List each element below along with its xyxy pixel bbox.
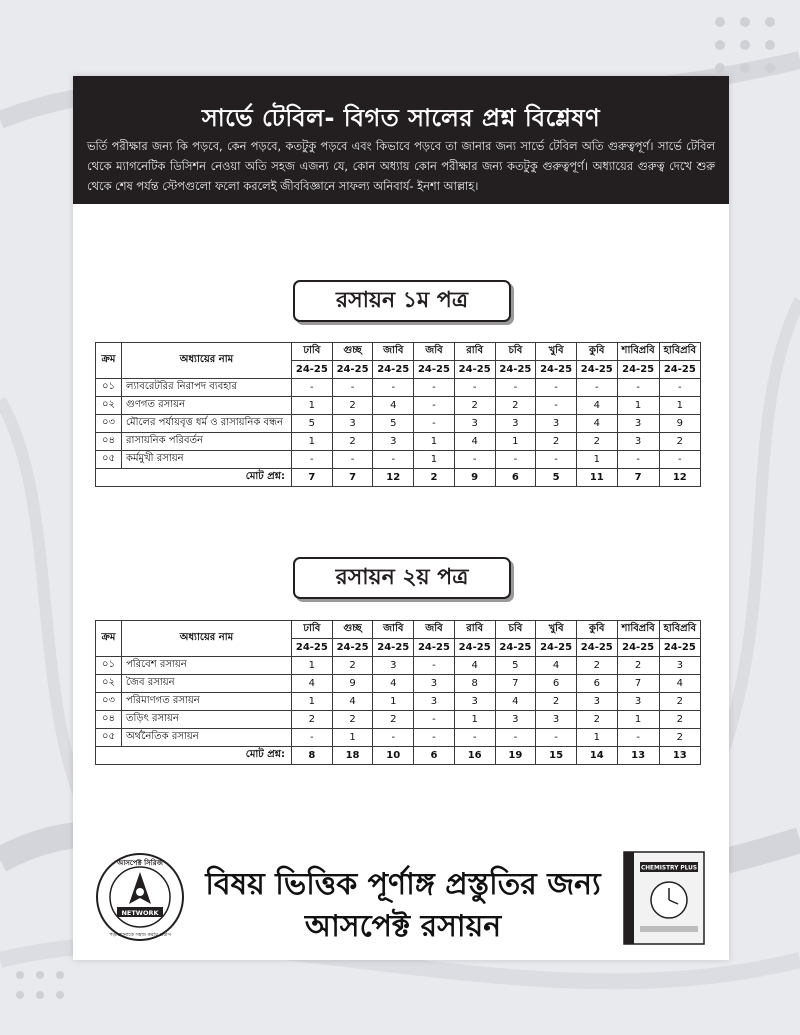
total-cell: 6 — [414, 746, 455, 764]
value-cell: 1 — [495, 432, 536, 450]
value-cell: 1 — [414, 450, 455, 468]
value-cell: 1 — [292, 656, 333, 674]
university-header: জাবি — [373, 621, 414, 639]
serial-cell: ০৫ — [96, 728, 122, 746]
value-cell: - — [414, 710, 455, 728]
value-cell: 2 — [536, 692, 577, 710]
university-header: রাবি — [454, 621, 495, 639]
university-header: চবি — [495, 343, 536, 361]
chapter-name-cell: গুণগত রসায়ন — [122, 396, 292, 414]
chapter-header: অধ্যায়ের নাম — [122, 343, 292, 379]
value-cell: 2 — [495, 396, 536, 414]
serial-cell: ০৪ — [96, 432, 122, 450]
value-cell: - — [454, 728, 495, 746]
value-cell: - — [373, 378, 414, 396]
value-cell: - — [292, 450, 333, 468]
chapter-name-cell: তড়িৎ রসায়ন — [122, 710, 292, 728]
value-cell: - — [414, 656, 455, 674]
value-cell: 3 — [373, 432, 414, 450]
value-cell: 5 — [495, 656, 536, 674]
value-cell: 2 — [373, 710, 414, 728]
page-title: সার্ভে টেবিল- বিগত সালের প্রশ্ন বিশ্লেষণ — [201, 104, 601, 132]
year-header: 24-25 — [576, 361, 617, 379]
paper2-survey-table — [95, 620, 701, 765]
value-cell: 2 — [576, 432, 617, 450]
university-header: ঢাবি — [292, 343, 333, 361]
serial-cell: ০১ — [96, 656, 122, 674]
year-header: 24-25 — [659, 639, 700, 657]
university-header: চবি — [495, 621, 536, 639]
university-header: কুবি — [576, 621, 617, 639]
table-row — [96, 674, 701, 692]
value-cell: 2 — [576, 710, 617, 728]
value-cell: 3 — [617, 432, 659, 450]
value-cell: 1 — [414, 432, 455, 450]
value-cell: 2 — [659, 692, 700, 710]
table-header-row — [96, 621, 701, 639]
footer-banner — [73, 840, 729, 960]
value-cell: 1 — [292, 692, 333, 710]
table-row — [96, 450, 701, 468]
value-cell: 3 — [576, 692, 617, 710]
value-cell: 1 — [659, 396, 700, 414]
total-cell: 5 — [536, 468, 577, 486]
total-cell: 9 — [454, 468, 495, 486]
serial-header: ক্রম — [96, 343, 122, 379]
value-cell: - — [536, 450, 577, 468]
value-cell: 8 — [454, 674, 495, 692]
year-header: 24-25 — [454, 361, 495, 379]
paper1-survey-table — [95, 342, 701, 487]
table-row — [96, 692, 701, 710]
value-cell: - — [495, 378, 536, 396]
total-cell: 19 — [495, 746, 536, 764]
value-cell: 3 — [373, 656, 414, 674]
university-header: খুবি — [536, 621, 577, 639]
value-cell: 7 — [495, 674, 536, 692]
chapter-name-cell: ল্যাবরেটরির নিরাপদ ব্যবহার — [122, 378, 292, 396]
university-header: ঢাবি — [292, 621, 333, 639]
chapter-name-cell: পরিমাণগত রসায়ন — [122, 692, 292, 710]
value-cell: 1 — [373, 692, 414, 710]
paper1-body — [96, 378, 701, 486]
total-cell: 15 — [536, 746, 577, 764]
value-cell: 2 — [617, 656, 659, 674]
logo-title-text: আসপেক্ট সিরিজ — [117, 859, 163, 867]
value-cell: 3 — [332, 414, 373, 432]
total-cell: 6 — [495, 468, 536, 486]
year-header: 24-25 — [617, 361, 659, 379]
value-cell: - — [414, 396, 455, 414]
value-cell: 3 — [495, 710, 536, 728]
serial-cell: ০২ — [96, 674, 122, 692]
value-cell: 4 — [373, 674, 414, 692]
year-header: 24-25 — [617, 639, 659, 657]
university-header: গুচ্ছ — [332, 343, 373, 361]
value-cell: - — [617, 728, 659, 746]
university-header: রাবি — [454, 343, 495, 361]
total-cell: 11 — [576, 468, 617, 486]
total-label: মোট প্রশ্ন: — [96, 746, 292, 764]
year-header: 24-25 — [332, 639, 373, 657]
table-row — [96, 414, 701, 432]
serial-cell: ০১ — [96, 378, 122, 396]
value-cell: 2 — [332, 396, 373, 414]
value-cell: - — [373, 728, 414, 746]
chapter-name-cell: পরিবেশ রসায়ন — [122, 656, 292, 674]
value-cell: - — [292, 378, 333, 396]
total-cell: 14 — [576, 746, 617, 764]
year-header: 24-25 — [292, 639, 333, 657]
value-cell: 2 — [332, 710, 373, 728]
value-cell: 2 — [536, 432, 577, 450]
serial-cell: ০৪ — [96, 710, 122, 728]
chapter-name-cell: অর্থনৈতিক রসায়ন — [122, 728, 292, 746]
year-header: 24-25 — [495, 639, 536, 657]
value-cell: 1 — [292, 396, 333, 414]
value-cell: - — [495, 450, 536, 468]
total-cell: 13 — [659, 746, 700, 764]
book-cover-image — [618, 848, 708, 948]
value-cell: 4 — [292, 674, 333, 692]
aspect-series-logo — [95, 852, 185, 942]
intro-paragraph: ভর্তি পরীক্ষার জন্য কি পড়বে, কেন পড়বে, কতটুকু পড়বে এবং কিভাবে পড়বে তা জানার জন্য সার্ভে টেবিল অতি গুরুত্বপূর্ণ। সার্ভে টেবিল থেকে ম্যাগনেটিক ডিসিশন নেওয়া অতি সহজ এজন্য যে, কোন অধ্যায় কোন পরীক্ষার জন্য কতটুকু গুরুত্বপূর্ণ। অধ্যায়ের গুরুত্ব দেখে শুরু থেকে শেষ পর্যন্ত স্টেপগুলো ফলো করলেই জীববিজ্ঞানে সাফল্য অনিবার্য- ইনশা আল্লাহ। — [87, 139, 715, 193]
table-row — [96, 378, 701, 396]
value-cell: 2 — [332, 432, 373, 450]
value-cell: 5 — [292, 414, 333, 432]
chapter-name-cell: রাসায়নিক পরিবর্তন — [122, 432, 292, 450]
value-cell: 4 — [536, 656, 577, 674]
total-cell: 12 — [373, 468, 414, 486]
total-row — [96, 468, 701, 486]
value-cell: 9 — [659, 414, 700, 432]
year-header: 24-25 — [332, 361, 373, 379]
value-cell: 3 — [495, 414, 536, 432]
table-row — [96, 728, 701, 746]
year-header: 24-25 — [536, 361, 577, 379]
value-cell: 2 — [659, 728, 700, 746]
value-cell: 2 — [659, 432, 700, 450]
table-header-row — [96, 343, 701, 361]
value-cell: 1 — [292, 432, 333, 450]
year-header: 24-25 — [454, 639, 495, 657]
value-cell: 3 — [414, 674, 455, 692]
serial-cell: ০২ — [96, 396, 122, 414]
total-cell: 13 — [617, 746, 659, 764]
value-cell: - — [292, 728, 333, 746]
value-cell: 3 — [617, 692, 659, 710]
value-cell: 2 — [454, 396, 495, 414]
value-cell: - — [536, 728, 577, 746]
year-header: 24-25 — [495, 361, 536, 379]
university-header: হাবিপ্রবি — [659, 621, 700, 639]
value-cell: 3 — [454, 692, 495, 710]
total-cell: 12 — [659, 468, 700, 486]
value-cell: 2 — [659, 710, 700, 728]
value-cell: - — [659, 378, 700, 396]
value-cell: 4 — [659, 674, 700, 692]
total-cell: 10 — [373, 746, 414, 764]
table-row — [96, 656, 701, 674]
university-header: হাবিপ্রবি — [659, 343, 700, 361]
chapter-name-cell: কর্মমুখী রসায়ন — [122, 450, 292, 468]
value-cell: 4 — [332, 692, 373, 710]
value-cell: 1 — [617, 710, 659, 728]
value-cell: - — [373, 450, 414, 468]
value-cell: 4 — [495, 692, 536, 710]
value-cell: 4 — [454, 656, 495, 674]
value-cell: 2 — [292, 710, 333, 728]
university-header: শাবিপ্রবি — [617, 343, 659, 361]
value-cell: 4 — [373, 396, 414, 414]
total-cell: 16 — [454, 746, 495, 764]
year-header: 24-25 — [414, 639, 455, 657]
promo-text — [203, 864, 603, 948]
value-cell: - — [536, 396, 577, 414]
value-cell: 6 — [536, 674, 577, 692]
serial-cell: ০৩ — [96, 692, 122, 710]
serial-header: ক্রম — [96, 621, 122, 657]
value-cell: - — [617, 450, 659, 468]
value-cell: 2 — [332, 656, 373, 674]
total-label: মোট প্রশ্ন: — [96, 468, 292, 486]
value-cell: 6 — [576, 674, 617, 692]
logo-band-text: NETWORK — [121, 909, 159, 917]
value-cell: 3 — [414, 692, 455, 710]
year-header: 24-25 — [576, 639, 617, 657]
value-cell: - — [414, 414, 455, 432]
total-cell: 2 — [414, 468, 455, 486]
value-cell: 4 — [576, 414, 617, 432]
value-cell: - — [495, 728, 536, 746]
value-cell: - — [659, 450, 700, 468]
logo-tagline-text: পড়াশোনাকে সহজ করার প্রয়াস — [109, 932, 171, 938]
promo-line-1: বিষয় ভিত্তিক পূর্ণাঙ্গ প্রস্তুতির জন্য — [205, 867, 601, 902]
university-header: জবি — [414, 621, 455, 639]
promo-line-2: আসপেক্ট রসায়ন — [304, 909, 502, 944]
value-cell: 9 — [332, 674, 373, 692]
paper1-title: রসায়ন ১ম পত্র — [293, 280, 511, 322]
total-cell: 7 — [617, 468, 659, 486]
table-row — [96, 396, 701, 414]
university-header: জবি — [414, 343, 455, 361]
year-header: 24-25 — [373, 639, 414, 657]
value-cell: - — [454, 378, 495, 396]
survey-page — [73, 76, 729, 960]
year-header: 24-25 — [659, 361, 700, 379]
book-title-text: CHEMISTRY PLUS — [640, 865, 698, 872]
total-cell: 7 — [292, 468, 333, 486]
serial-cell: ০৩ — [96, 414, 122, 432]
table-row — [96, 432, 701, 450]
value-cell: 1 — [454, 710, 495, 728]
value-cell: - — [617, 378, 659, 396]
paper2-body — [96, 656, 701, 764]
chapter-name-cell: মৌলের পর্যায়বৃত্ত ধর্ম ও রাসায়নিক বন্ধন — [122, 414, 292, 432]
year-header: 24-25 — [373, 361, 414, 379]
value-cell: 5 — [373, 414, 414, 432]
year-header: 24-25 — [292, 361, 333, 379]
university-header: গুচ্ছ — [332, 621, 373, 639]
value-cell: 3 — [617, 414, 659, 432]
table-row — [96, 710, 701, 728]
header-banner — [73, 76, 729, 204]
value-cell: - — [454, 450, 495, 468]
year-header: 24-25 — [414, 361, 455, 379]
value-cell: 4 — [576, 396, 617, 414]
value-cell: 7 — [617, 674, 659, 692]
value-cell: 1 — [332, 728, 373, 746]
value-cell: 3 — [659, 656, 700, 674]
value-cell: 1 — [576, 450, 617, 468]
university-header: কুবি — [576, 343, 617, 361]
value-cell: 4 — [454, 432, 495, 450]
total-cell: 7 — [332, 468, 373, 486]
value-cell: 3 — [536, 710, 577, 728]
university-header: জাবি — [373, 343, 414, 361]
value-cell: 1 — [576, 728, 617, 746]
value-cell: - — [332, 450, 373, 468]
total-row — [96, 746, 701, 764]
value-cell: - — [576, 378, 617, 396]
value-cell: - — [536, 378, 577, 396]
total-cell: 8 — [292, 746, 333, 764]
serial-cell: ০৫ — [96, 450, 122, 468]
year-header: 24-25 — [536, 639, 577, 657]
paper2-title: রসায়ন ২য় পত্র — [293, 557, 511, 599]
university-header: খুবি — [536, 343, 577, 361]
value-cell: 3 — [536, 414, 577, 432]
value-cell: 3 — [454, 414, 495, 432]
value-cell: - — [414, 378, 455, 396]
value-cell: 2 — [576, 656, 617, 674]
chapter-name-cell: জৈব রসায়ন — [122, 674, 292, 692]
value-cell: - — [414, 728, 455, 746]
chapter-header: অধ্যায়ের নাম — [122, 621, 292, 657]
value-cell: - — [332, 378, 373, 396]
university-header: শাবিপ্রবি — [617, 621, 659, 639]
total-cell: 18 — [332, 746, 373, 764]
value-cell: 1 — [617, 396, 659, 414]
